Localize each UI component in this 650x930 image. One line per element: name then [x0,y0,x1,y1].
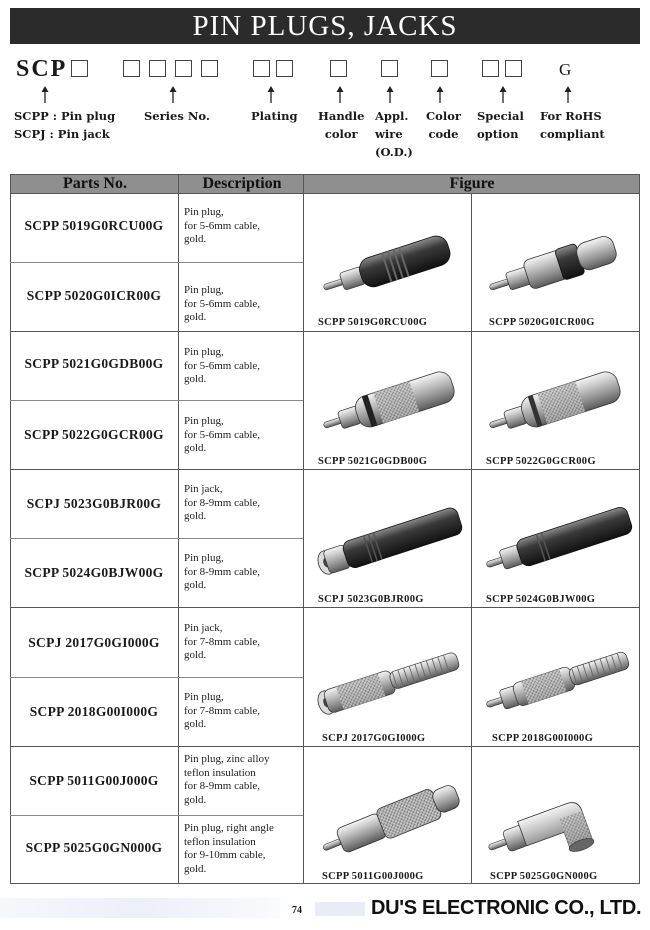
code-box-special-1 [482,60,499,77]
row-divider [10,677,303,678]
code-box-series-2 [149,60,166,77]
table-row-part-no: SCPP 5019G0RCU00G [24,218,164,233]
legend-rohs: For RoHS compliant [540,109,605,141]
column-divider [303,174,304,884]
legend-color-code: Color code [426,109,461,141]
code-box-wire [381,60,398,77]
row-divider [10,538,303,539]
figure-caption: SCPP 5019G0RCU00G [318,317,428,328]
row-divider [10,400,303,401]
code-box-series-1 [123,60,140,77]
table-row-description: Pin plug, for 5-6mm cable, gold. [184,346,261,385]
table-row-description: Pin plug, right angle teflon insulation for 9-10mm cable, gold. [184,822,274,875]
table-row-part-no: SCPP 5025G0GN000G [25,840,163,855]
table-row-description: Pin plug, for 5-6mm cable, gold. [184,206,261,245]
column-divider [471,194,472,884]
code-box-plating-2 [276,60,293,77]
arrow-up-icon [435,86,445,104]
arrow-up-icon [266,86,276,104]
table-row-part-no: SCPP 5022G0GCR00G [24,427,164,442]
row-divider [10,331,640,332]
code-box-special-2 [505,60,522,77]
rca-jack-image [308,620,468,725]
row-divider [10,469,640,470]
page-number: 74 [292,905,302,916]
arrow-up-icon [498,86,508,104]
rca-right-angle-plug-image [476,758,634,863]
code-suffix-letter: G [559,60,572,79]
legend-appl-wire: Appl. wire (O.D.) [375,109,413,159]
legend-special-option: Special option [477,109,524,141]
arrow-up-icon [335,86,345,104]
table-row-part-no: SCPP 5021G0GDB00G [24,356,164,371]
arrow-up-icon [40,86,50,104]
code-box-color [431,60,448,77]
figure-caption: SCPP 5025G0GN000G [490,871,598,882]
row-divider [10,815,303,816]
code-box-plating-1 [253,60,270,77]
row-divider [10,746,640,747]
table-row-description: Pin plug, for 7-8mm cable, gold. [184,691,261,730]
table-row-description: Pin plug, for 8-9mm cable, gold. [184,552,261,591]
rca-plug-image [312,205,467,305]
arrow-up-icon [563,86,573,104]
rca-plug-image [312,343,467,443]
rca-plug-image [476,480,636,585]
arrow-up-icon [168,86,178,104]
figure-caption: SCPP 5020G0ICR00G [489,317,595,328]
header-figure: Figure [449,175,495,192]
row-divider [10,607,640,608]
table-row-part-no: SCPJ 2017G0GI000G [28,635,160,650]
table-header [10,174,640,194]
figure-caption: SCPP 5021G0GDB00G [318,456,428,467]
footer-decoration [0,898,280,918]
column-divider [178,174,179,884]
code-box-series-3 [175,60,192,77]
legend-series: Series No. [144,109,210,123]
table-row-part-no: SCPJ 5023G0BJR00G [26,496,162,511]
company-name: DU'S ELECTRONIC CO., LTD. [371,897,642,919]
arrow-up-icon [385,86,395,104]
table-row-description: Pin plug, zinc alloy teflon insulation for 8-9mm cable, gold. [184,753,270,806]
rca-plug-image [478,343,633,443]
code-box-type [71,60,88,77]
figure-caption: SCPJ 2017G0GI000G [322,733,426,744]
rca-plug-image [478,205,633,305]
figure-caption: SCPP 2018G00I000G [492,733,594,744]
header-parts-no: Parts No. [63,175,127,192]
rca-plug-image [476,620,636,725]
figure-caption: SCPP 5011G00J000G [322,871,424,882]
table-row-description: Pin plug, for 5-6mm cable, gold. [184,415,261,454]
legend-type: SCPP : Pin plug SCPJ : Pin jack [14,109,116,141]
table-row-part-no: SCPP 2018G00I000G [29,704,159,719]
rca-plug-image [310,758,468,863]
table-row-description: Pin jack, for 8-9mm cable, gold. [184,483,261,522]
rca-jack-image [308,480,468,585]
page-title: PIN PLUGS, JACKS [10,8,640,44]
legend-plating: Plating [251,109,298,123]
figure-caption: SCPJ 5023G0BJR00G [318,594,424,605]
table-row-description: Pin jack, for 7-8mm cable, gold. [184,622,261,661]
row-divider [10,262,303,263]
footer-decoration [315,902,365,916]
table-row-part-no: SCPP 5024G0BJW00G [24,565,164,580]
legend-handle-color: Handle color [318,109,365,141]
table-row-part-no: SCPP 5011G00J000G [29,773,159,788]
figure-caption: SCPP 5024G0BJW00G [486,594,596,605]
code-box-series-4 [201,60,218,77]
code-prefix: SCP [16,56,68,82]
figure-caption: SCPP 5022G0GCR00G [486,456,596,467]
table-row-part-no: SCPP 5020G0ICR00G [26,288,162,303]
header-description: Description [202,175,282,192]
code-box-handle [330,60,347,77]
table-row-description: Pin plug, for 5-6mm cable, gold. [184,284,261,323]
